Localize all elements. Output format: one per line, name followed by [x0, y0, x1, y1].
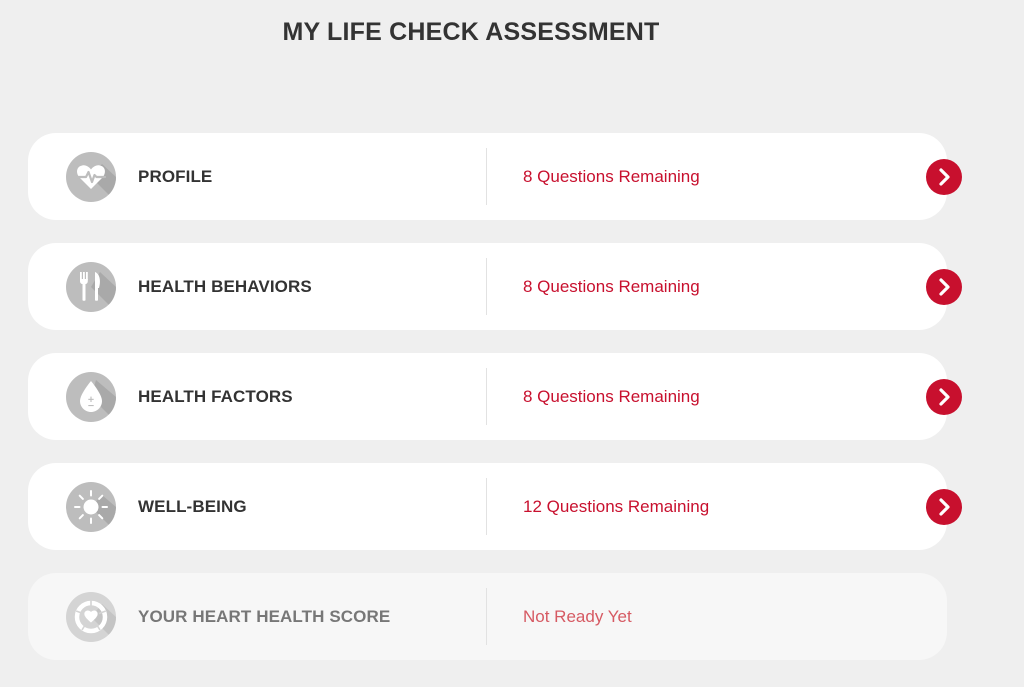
divider: [486, 588, 487, 645]
section-card-health-factors[interactable]: [28, 353, 947, 440]
chevron-right-icon: [926, 379, 962, 415]
section-label: WELL-BEING: [138, 497, 247, 516]
divider: [486, 258, 487, 315]
section-card-well-being[interactable]: [28, 463, 947, 550]
section-status: 8 Questions Remaining: [523, 277, 700, 296]
sun-icon: [66, 482, 116, 532]
open-well-being-button[interactable]: [926, 489, 962, 525]
section-label: PROFILE: [138, 167, 213, 186]
divider: [486, 478, 487, 535]
section-card-heart-health-score: [28, 573, 947, 660]
section-status: Not Ready Yet: [523, 607, 632, 626]
section-status: 12 Questions Remaining: [523, 497, 710, 516]
section-label: HEALTH FACTORS: [138, 387, 293, 406]
chevron-right-icon: [926, 269, 962, 305]
open-health-factors-button[interactable]: [926, 379, 962, 415]
chevron-right-icon: [926, 159, 962, 195]
chevron-right-icon: [926, 489, 962, 525]
section-label: YOUR HEART HEALTH SCORE: [138, 607, 391, 626]
page-title: MY LIFE CHECK ASSESSMENT: [282, 18, 660, 46]
divider: [486, 368, 487, 425]
score-gauge-icon: [66, 592, 116, 642]
fork-knife-icon: [66, 262, 116, 312]
section-label: HEALTH BEHAVIORS: [138, 277, 312, 296]
section-status: 8 Questions Remaining: [523, 387, 700, 406]
open-health-behaviors-button[interactable]: [926, 269, 962, 305]
section-status: 8 Questions Remaining: [523, 167, 700, 186]
blood-drop-icon: [66, 372, 116, 422]
heart-pulse-icon: [66, 152, 116, 202]
section-card-profile[interactable]: [28, 133, 947, 220]
section-card-health-behaviors[interactable]: [28, 243, 947, 330]
open-profile-button[interactable]: [926, 159, 962, 195]
divider: [486, 148, 487, 205]
